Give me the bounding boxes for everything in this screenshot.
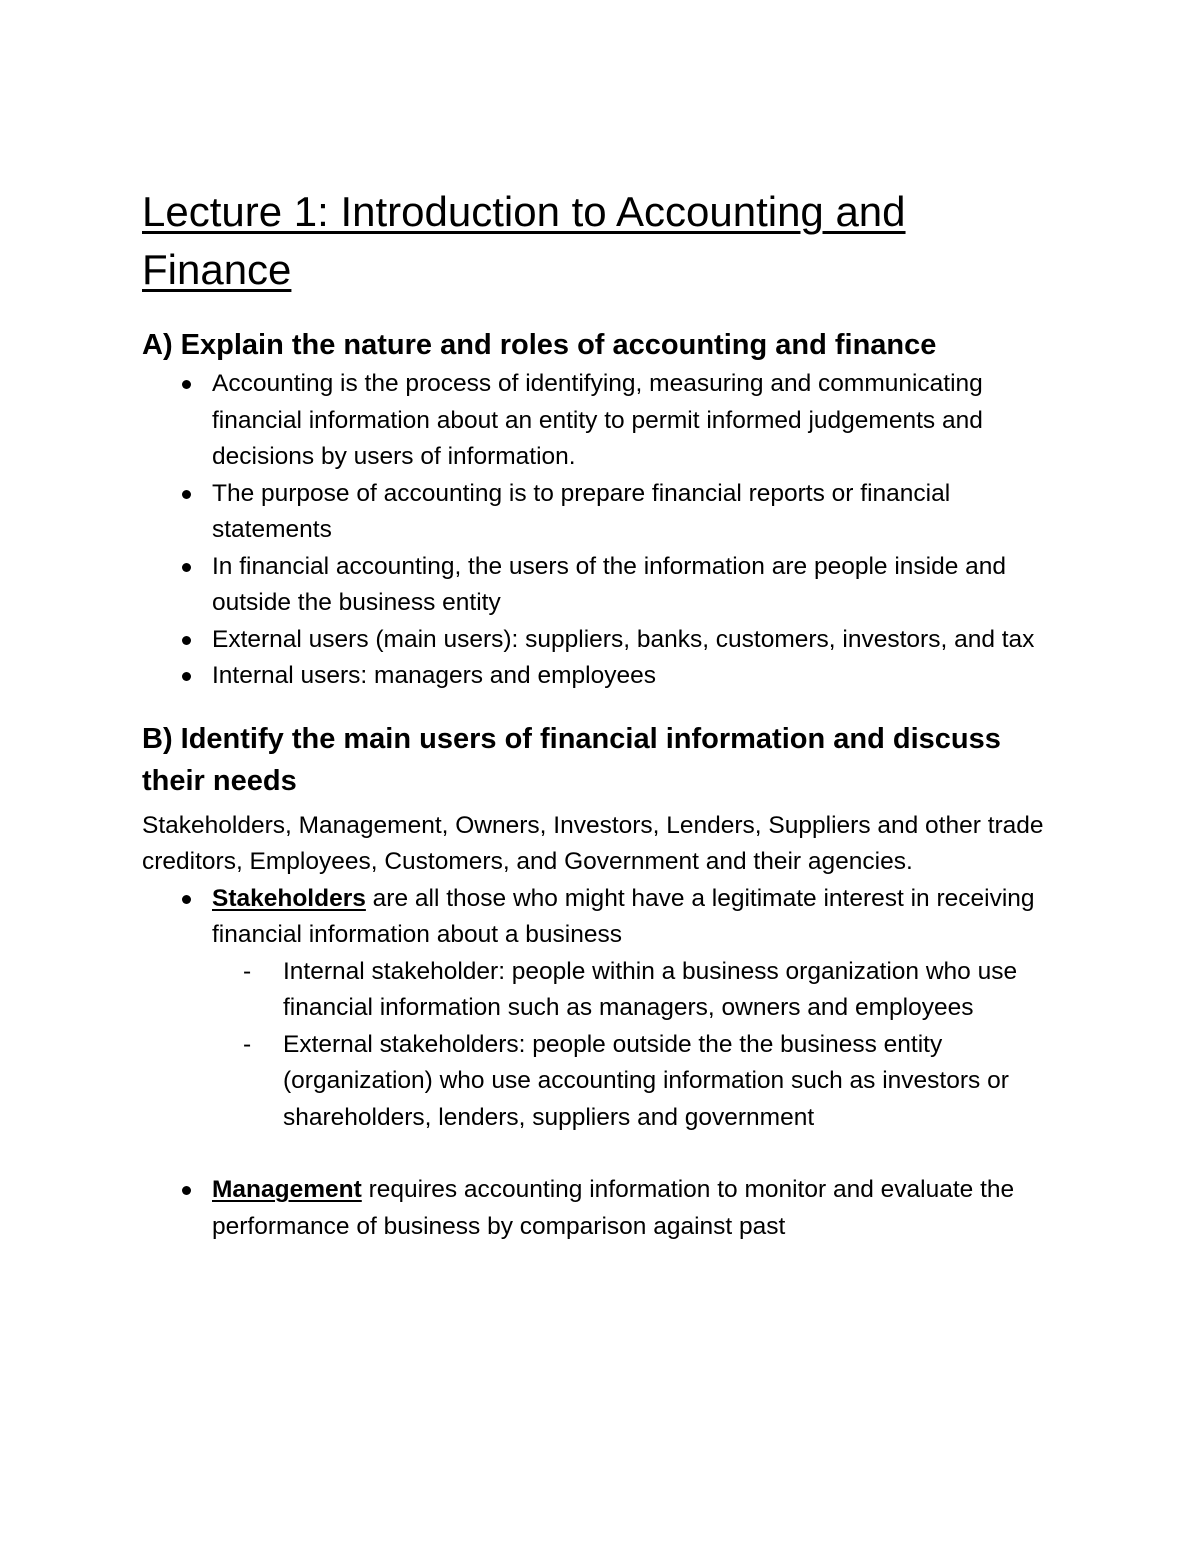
dash-icon: - — [243, 957, 252, 985]
management-definition: requires accounting information to monitor and evaluate the performance of business by comparison against past — [212, 1176, 1015, 1240]
term-management: Management — [212, 1176, 362, 1203]
bullet-icon — [182, 636, 191, 645]
bullet-icon — [182, 672, 191, 681]
sub-list-item-text: External stakeholders: people outside the the business entity (organization) who use accounting information such as investors or shareholders, lenders, suppliers and government — [283, 1030, 1009, 1131]
title-line-2: Finance — [142, 246, 292, 293]
list-item-text: The purpose of accounting is to prepare financial reports or financial statements — [212, 479, 951, 543]
list-item-stakeholders — [212, 881, 1062, 1173]
list-item — [212, 476, 1062, 549]
section-b-bullet-list — [142, 881, 1062, 1246]
sub-list-item-text: Internal stakeholder: people within a business organization who use financial information such as managers, owners and employees — [283, 957, 1018, 1021]
list-item-text: External users (main users): suppliers, banks, customers, investors, and tax — [212, 625, 1035, 653]
section-a-bullet-list — [142, 366, 1062, 695]
lecture-title — [142, 183, 1062, 299]
section-b-intro: Stakeholders, Management, Owners, Investors, Lenders, Suppliers and other trade creditors, Employees, Customers, and Government and their agencies. — [142, 811, 1044, 875]
section-a-heading: A) Explain the nature and roles of accounting and finance — [142, 329, 937, 361]
spacer — [212, 1136, 1062, 1172]
stakeholders-definition: are all those who might have a legitimate interest in receiving financial information about a business — [212, 884, 1035, 948]
list-item-text: In financial accounting, the users of the information are people inside and outside the business entity — [212, 552, 1007, 616]
bullet-icon — [182, 380, 191, 389]
bullet-icon — [182, 1186, 191, 1195]
bullet-icon — [182, 490, 191, 499]
list-item — [212, 549, 1062, 622]
list-item-text: Internal users: managers and employees — [212, 662, 656, 689]
list-item — [212, 366, 1062, 476]
bullet-icon — [182, 895, 191, 904]
list-item-management — [212, 1172, 1062, 1245]
term-stakeholders: Stakeholders — [212, 884, 366, 912]
document-page — [142, 183, 1062, 1245]
list-item-text: Accounting is the process of identifying, measuring and communicating financial information about an entity to permit informed judgements and decisions by users of information. — [212, 370, 983, 470]
stakeholder-sub-list — [212, 954, 1062, 1137]
dash-icon: - — [243, 1030, 252, 1058]
section-b-heading: B) Identify the main users of financial information and discuss their needs — [142, 722, 1001, 797]
list-item — [212, 622, 1062, 659]
bullet-icon — [182, 563, 191, 572]
title-line-1: Lecture 1: Introduction to Accounting and — [142, 188, 906, 235]
sub-list-item — [243, 1027, 1062, 1137]
list-item — [212, 658, 1062, 695]
sub-list-item — [243, 954, 1062, 1027]
